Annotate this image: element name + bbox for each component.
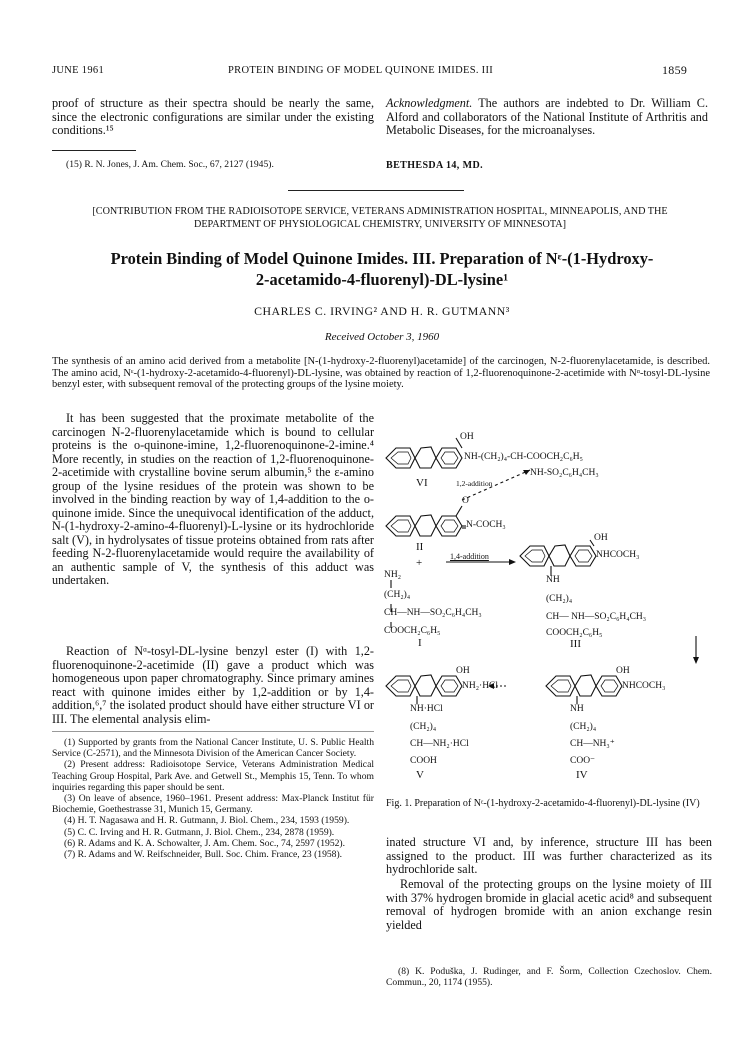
iii-oh: OH	[594, 533, 608, 543]
iv-label: IV	[576, 769, 588, 781]
figure-caption: Fig. 1. Preparation of Nᵋ-(1-hydroxy-2-acetamido-4-fluorenyl)-DL-lysine (IV)	[386, 798, 700, 809]
page-number: 1859	[662, 63, 688, 77]
left-paragraph-2: Reaction of Nᵅ-tosyl-DL-lysine benzyl ester (I) with 1,2-fluorenoquinone-2-acetimide (II) gave a product which was homogeneous upon paper chromatography. Since primary amines react with quinone imides either by 1,2-addition or by 1,4-addition,⁶,⁷ the isolated product should have either structure VI or III. The elemental analysis elim-	[52, 644, 374, 726]
vi-chain: NH-(CH₂)₄-CH-COOCH₂C₆H₅	[464, 452, 583, 462]
fluorene-ring-vi	[386, 447, 462, 468]
top-left-text: proof of structure as their spectra should be nearly the same, since the electronic configurations are similar under the existing conditions.¹⁵	[52, 96, 374, 137]
footnotes-divider	[52, 731, 374, 732]
footnote-1: (1) Supported by grants from the National Cancer Institute, U. S. Public Health Service (C-2571), and the Minnesota Division of the American Cancer Society.	[52, 737, 374, 760]
title-line-2: 2-acetamido-4-fluorenyl)-DL-lysine¹	[255, 270, 509, 289]
footnote-6: (6) R. Adams and K. A. Schowalter, J. Am. Chem. Soc., 74, 2597 (1952).	[64, 837, 346, 849]
footnote-divider	[52, 150, 136, 151]
left-paragraph-1: It has been suggested that the proximate metabolite of the carcinogen N-2-fluorenylacetamide which is bound to cellular proteins is the o-quinone-imine, 1,2-fluorenoquinone-2-imine.⁴ More recently, in studies on the reaction of 1,2-fluorenoquinone-2-acetimide with crystalline bovine serum albumin,⁵ the ε-amino group of the lysine residues of the protein was shown to be involved in the binding reaction by way of 1,4-addition to the o-quinone imide. Since the unequivocal identification of the adduct, N-(1-hydroxy-2-amino-4-fluorenyl)-L-lysine or its hydrochloride salt (V), in hydrolysates of tissue proteins obtained from rats after feeding N-2-fluorenylacetamide would require the availability of an authentic sample of V, the synthesis of this adduct was undertaken.	[52, 411, 374, 587]
v-oh: OH	[456, 666, 470, 676]
iii-ch24: (CH₂)₄	[546, 594, 573, 604]
received-date: Received October 3, 1960	[324, 331, 440, 343]
fluorene-ring-iv	[546, 675, 622, 696]
iv-coo: COO⁻	[570, 756, 596, 766]
v-ch: CH—NH₂·HCl	[410, 739, 469, 749]
fluorene-ring-iii	[520, 545, 596, 566]
location: BETHESDA 14, MD.	[386, 160, 483, 171]
iii-label: III	[570, 638, 581, 650]
add-14-label: 1,4-addition	[450, 552, 489, 561]
vi-oh: OH	[460, 432, 474, 442]
title-line-1: Protein Binding of Model Quinone Imides. III. Preparation of Nᵋ-(1-Hydroxy-	[110, 249, 654, 268]
reaction-scheme	[380, 408, 716, 798]
iii-ch: CH— NH—SO₂C₆H₄CH₃	[546, 612, 647, 622]
vi-label: VI	[416, 477, 428, 489]
iii-cooch: COOCH₂C₆H₅	[546, 628, 603, 638]
add-12-label: 1,2-addition	[456, 479, 493, 488]
v-label: V	[416, 769, 424, 781]
section-divider	[288, 190, 464, 191]
i-cooch: COOCH₂C₆H₅	[384, 626, 441, 636]
iv-ch: CH—NH₃⁺	[570, 739, 615, 749]
footnote-2: (2) Present address: Radioisotope Service, Veterans Administration Medical Teaching Group Hospital, Park Ave. and Getwell St., Memphis 15, Tenn. To whom inquiries regarding this paper should be sent.	[52, 759, 374, 793]
acknowledgment	[386, 97, 708, 138]
ack-text: The authors are indebted to Dr. William C. Alford and collaborators of the National Institute of Arthritis and Metabolic Diseases, for the microanalyses.	[386, 96, 708, 137]
iii-nhcoch3: NHCOCH₃	[596, 550, 640, 560]
v-nhhcl: NH·HCl	[410, 704, 443, 714]
header-date: JUNE 1961	[52, 65, 104, 76]
ii-n: N-COCH₃	[466, 520, 506, 530]
affiliation: [CONTRIBUTION FROM THE RADIOISOTOPE SERVICE, VETERANS ADMINISTRATION HOSPITAL, MINNEAPOLIS, AND THE DEPARTMENT OF PHYSIOLOGICAL CHEMISTRY, UNIVERSITY OF MINNESOTA]	[92, 206, 668, 230]
footnote-3: (3) On leave of absence, 1960–1961. Present address: Max-Planck Institut für Biochemie, Goethestrasse 31, Munich 15, Germany.	[52, 793, 374, 816]
v-ch24: (CH₂)₄	[410, 722, 437, 732]
fluorene-ring-ii	[386, 515, 462, 536]
iv-nhcoch3: NHCOCH₃	[622, 681, 666, 691]
i-ch24: (CH₂)₄	[384, 590, 411, 600]
authors: CHARLES C. IRVING² AND H. R. GUTMANN³	[254, 304, 510, 318]
iii-nh: NH	[546, 575, 560, 585]
i-nh2: NH₂	[384, 570, 402, 580]
footnote-8: (8) K. Poduška, J. Rudinger, and F. Šorm, Collection Czechoslov. Chem. Commun., 20, 1174 (1955).	[386, 966, 712, 989]
abstract: The synthesis of an amino acid derived from a metabolite [N-(1-hydroxy-2-fluorenyl)acetamide] of the carcinogen, N-2-fluorenylacetamide, is described. The amino acid, Nᵋ-(1-hydroxy-2-acetamido-4-fluorenyl)-DL-lysine, was obtained by reaction of 1,2-fluorenoquinone-2-acetimide with Nᵅ-tosyl-DL-lysine benzyl ester, with subsequent removal of the protecting groups of the lysine moiety.	[52, 356, 710, 391]
v-nh2hcl: NH₂·HCl	[462, 681, 499, 691]
ii-label: II	[416, 541, 424, 553]
plus-sign: +	[416, 557, 423, 569]
ii-o: O	[462, 496, 469, 506]
ack-label: Acknowledgment.	[386, 96, 473, 110]
iv-ch24: (CH₂)₄	[570, 722, 597, 732]
v-cooh: COOH	[410, 756, 437, 766]
footnote-4: (4) H. T. Nagasawa and H. R. Gutmann, J. Biol. Chem., 234, 1593 (1959).	[64, 815, 350, 827]
footnotes-block	[52, 737, 374, 860]
vi-nh: NH-SO₂C₆H₄CH₃	[530, 468, 599, 478]
right-paragraph-2: Removal of the protecting groups on the lysine moiety of III with 37% hydrogen bromide in glacial acetic acid⁸ and subsequent removal of hydrogen bromide with an anion exchange resin yielded	[386, 877, 712, 932]
i-label: I	[418, 637, 422, 649]
right-paragraph-1: inated structure VI and, by inference, structure III has been assigned to the product. III was further characterized as its hydrochloride salt.	[386, 835, 712, 876]
footnote-7: (7) R. Adams and W. Reifschneider, Bull. Soc. Chim. France, 23 (1958).	[64, 849, 343, 861]
iv-oh: OH	[616, 666, 630, 676]
running-title: PROTEIN BINDING OF MODEL QUINONE IMIDES. III	[228, 65, 494, 76]
fluorene-ring-v	[386, 675, 462, 696]
iv-nh: NH	[570, 704, 584, 714]
footnote-15: (15) R. N. Jones, J. Am. Chem. Soc., 67, 2127 (1945).	[66, 159, 274, 170]
footnote-5: (5) C. C. Irving and H. R. Gutmann, J. Biol. Chem., 234, 2878 (1959).	[64, 826, 335, 838]
i-ch: CH—NH—SO₂C₆H₄CH₃	[384, 608, 482, 618]
